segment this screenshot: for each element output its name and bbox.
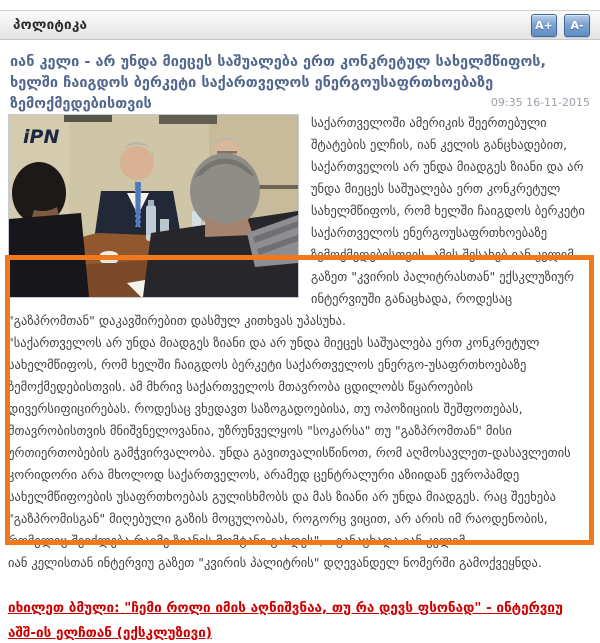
category-link[interactable]: პოლიტიკა xyxy=(13,17,88,33)
article-body xyxy=(0,112,600,643)
font-decrease-button[interactable]: A- xyxy=(564,14,590,37)
related-article-link[interactable]: იხილეთ ბმული: "ჩემი როლი იმის აღნიშვნაა, თუ რა დევს ფსონად" - ინტერვიუ აშშ-ის ელჩთან (ექსკლუზივი) xyxy=(8,600,563,641)
meeting-photo-graphic xyxy=(9,115,298,297)
article-photo xyxy=(8,114,299,298)
related-link-block xyxy=(8,596,592,643)
article-timestamp: 09:35 16-11-2015 xyxy=(490,96,590,109)
category-bar xyxy=(0,10,600,40)
paragraph-note: იან კელისთან ინტერვიუ გაზეთ "კვირის პალიტრის" დღევანდელ ნომერში გამოქვეყნდა. xyxy=(8,555,542,570)
paragraph-lead: საქართველოში ამერიკის შეერთებული შტატების ელჩის, იან კელის განცხადებით, საქართველოს არ უნდა მიადგეს ზიანი და არ უნდა მიეცეს საშუალება ერთ კონკრეტულ სახელმწიფოს, რომ ხელში ჩაიგდოს ბერკეტი საქართველოს ენერგოუსაფრთხოებაზე ზემოქმედებისთვის. ამის შესახებ იან კელიმ გაზეთ "კვირის პალიტრასთან" ექსკლუზიურ ინტერვიუში განაცხადა, როდესაც "გაზპრომთან" დაკავშირებით დასმულ კითხვას უპასუხა. xyxy=(8,115,585,328)
paragraph-quote: "საქართველოს არ უნდა მიადგეს ზიანი და არ უნდა მიეცეს საშუალება ერთ კონკრეტულ სახელმწიფოს, რომ ხელში ჩაიგდოს ბერკეტი საქართველოს ენერგო-უსაფრთხოებაზე ზემოქმედებისთვის. ამ მხრივ საქართველოს მთავრობა ცდილობს წყაროების დივერსიფიცირებას. როდესაც ვხედავთ საზოგადოებისა, თუ ოპოზიციის შეშფოთებას, მთავრობისთვის მნიშვნელოვანია, უზრუნველყოს "სოკარსა" თუ "გაზპრომთან" მისი ურთიერთობების გამჭვირვალობა. უნდა გავითვალისწინოთ, რომ აღმოსავლეთ-დასავლეთის კორიდორი არა მხოლოდ საქართველოს, არამედ ცენტრალური აზიიდან ევროპამდე სახელმწიფოების უსაფრთხოებას გულისხმობს და მას ზიანი არ უნდა მიადგეს. რაც შეეხება "გაზპრომისგან" მიღებული გაზის მოცულობას, როგორც ვიცით, არ არის იმ რაოდენობის, რომელიც შეიძლება რაიმე ზიანის მომტანი გახდეს", - განაცხადა იან კელიმ. xyxy=(8,335,571,548)
font-size-controls xyxy=(531,14,590,37)
font-increase-button[interactable]: A+ xyxy=(531,14,557,37)
photo-watermark: iPN xyxy=(23,126,60,148)
article-headline: იან კელი - არ უნდა მიეცეს საშუალება ერთ კონკრეტულ სახელმწიფოს, ხელში ჩაიგდოს ბერკეტი საქართველოს ენერგოუსაფრთხოებაზე ზემოქმედებისთვის xyxy=(10,54,547,112)
